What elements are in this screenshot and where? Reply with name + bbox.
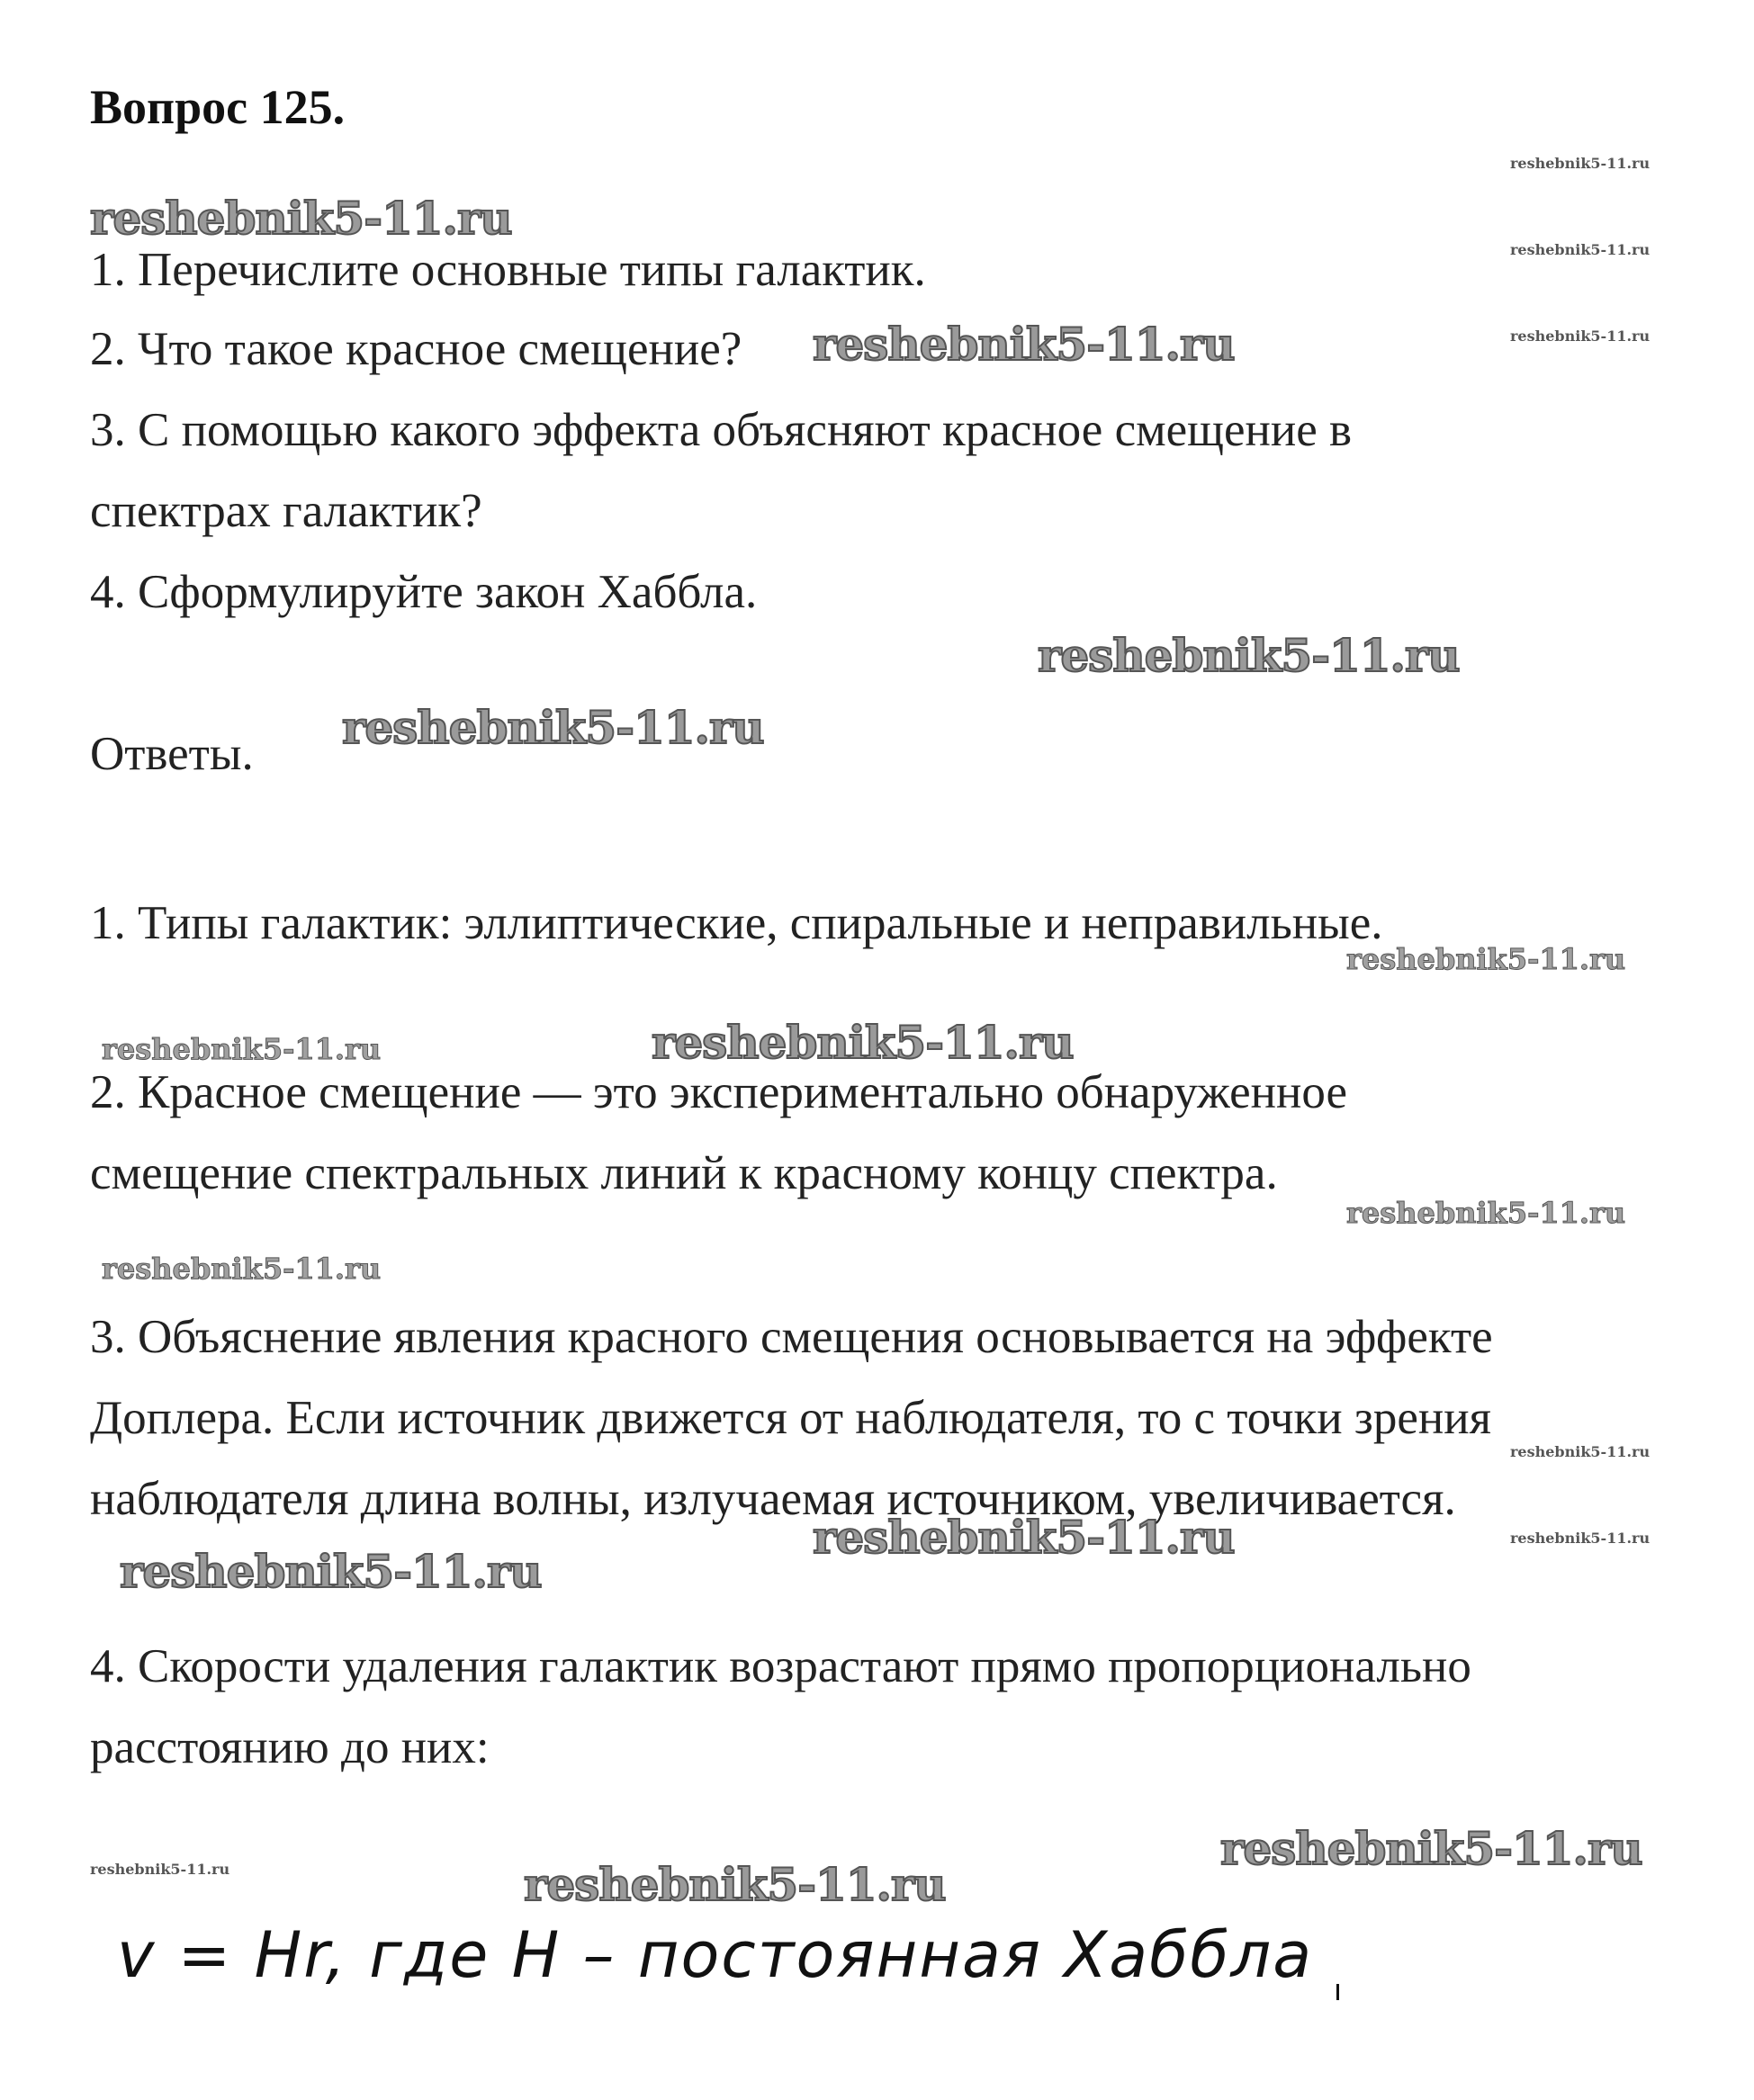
question-2: 2. Что такое красное смещение?: [90, 323, 742, 375]
page-title: Вопрос 125.: [90, 80, 346, 134]
question-1: 1. Перечислите основные типы галактик.: [90, 244, 926, 296]
watermark: reshebnik5-11.ru: [1510, 328, 1651, 345]
answer-4-line-2: расстоянию до них:: [90, 1721, 490, 1773]
watermark: reshebnik5-11.ru: [813, 318, 1235, 371]
hubble-formula: v = Hr, где H – постоянная Хаббла: [117, 1918, 1314, 1992]
question-4: 4. Сформулируйте закон Хаббла.: [90, 566, 758, 618]
stray-mark: [1336, 1984, 1339, 2000]
answer-3-line-1: 3. Объяснение явления красного смещения основывается на эффекте: [90, 1311, 1493, 1363]
question-3-line-2: спектрах галактик?: [90, 485, 482, 537]
watermark: reshebnik5-11.ru: [1510, 241, 1651, 258]
answer-2-line-1: 2. Красное смещение — это экспериментально обнаруженное: [90, 1066, 1348, 1118]
answer-3-line-3: наблюдателя длина волны, излучаемая источником, увеличивается.: [90, 1473, 1456, 1525]
watermark: reshebnik5-11.ru: [1510, 1530, 1651, 1547]
watermark: reshebnik5-11.ru: [813, 1511, 1235, 1564]
answer-2-line-2: смещение спектральных линий к красному концу спектра.: [90, 1147, 1278, 1199]
watermark: reshebnik5-11.ru: [1510, 1443, 1651, 1460]
watermark: reshebnik5-11.ru: [90, 192, 512, 245]
answer-4-line-1: 4. Скорости удаления галактик возрастают прямо пропорционально: [90, 1640, 1471, 1692]
question-3-line-1: 3. С помощью какого эффекта объясняют красное смещение в: [90, 404, 1353, 456]
watermark: reshebnik5-11.ru: [1510, 155, 1651, 172]
watermark: reshebnik5-11.ru: [102, 1032, 382, 1066]
watermark: reshebnik5-11.ru: [90, 1861, 230, 1878]
watermark: reshebnik5-11.ru: [1346, 942, 1626, 976]
watermark: reshebnik5-11.ru: [1038, 629, 1460, 682]
watermark: reshebnik5-11.ru: [1346, 1196, 1626, 1230]
watermark: reshebnik5-11.ru: [1220, 1822, 1642, 1875]
answer-3-line-2: Доплера. Если источник движется от наблюдателя, то с точки зрения: [90, 1392, 1491, 1444]
answer-1: 1. Типы галактик: эллиптические, спиральные и неправильные.: [90, 897, 1383, 949]
watermark: reshebnik5-11.ru: [342, 701, 764, 754]
answers-heading: Ответы.: [90, 728, 254, 780]
watermark: reshebnik5-11.ru: [120, 1545, 542, 1598]
watermark: reshebnik5-11.ru: [652, 1016, 1074, 1069]
watermark: reshebnik5-11.ru: [102, 1252, 382, 1286]
watermark: reshebnik5-11.ru: [524, 1858, 946, 1911]
